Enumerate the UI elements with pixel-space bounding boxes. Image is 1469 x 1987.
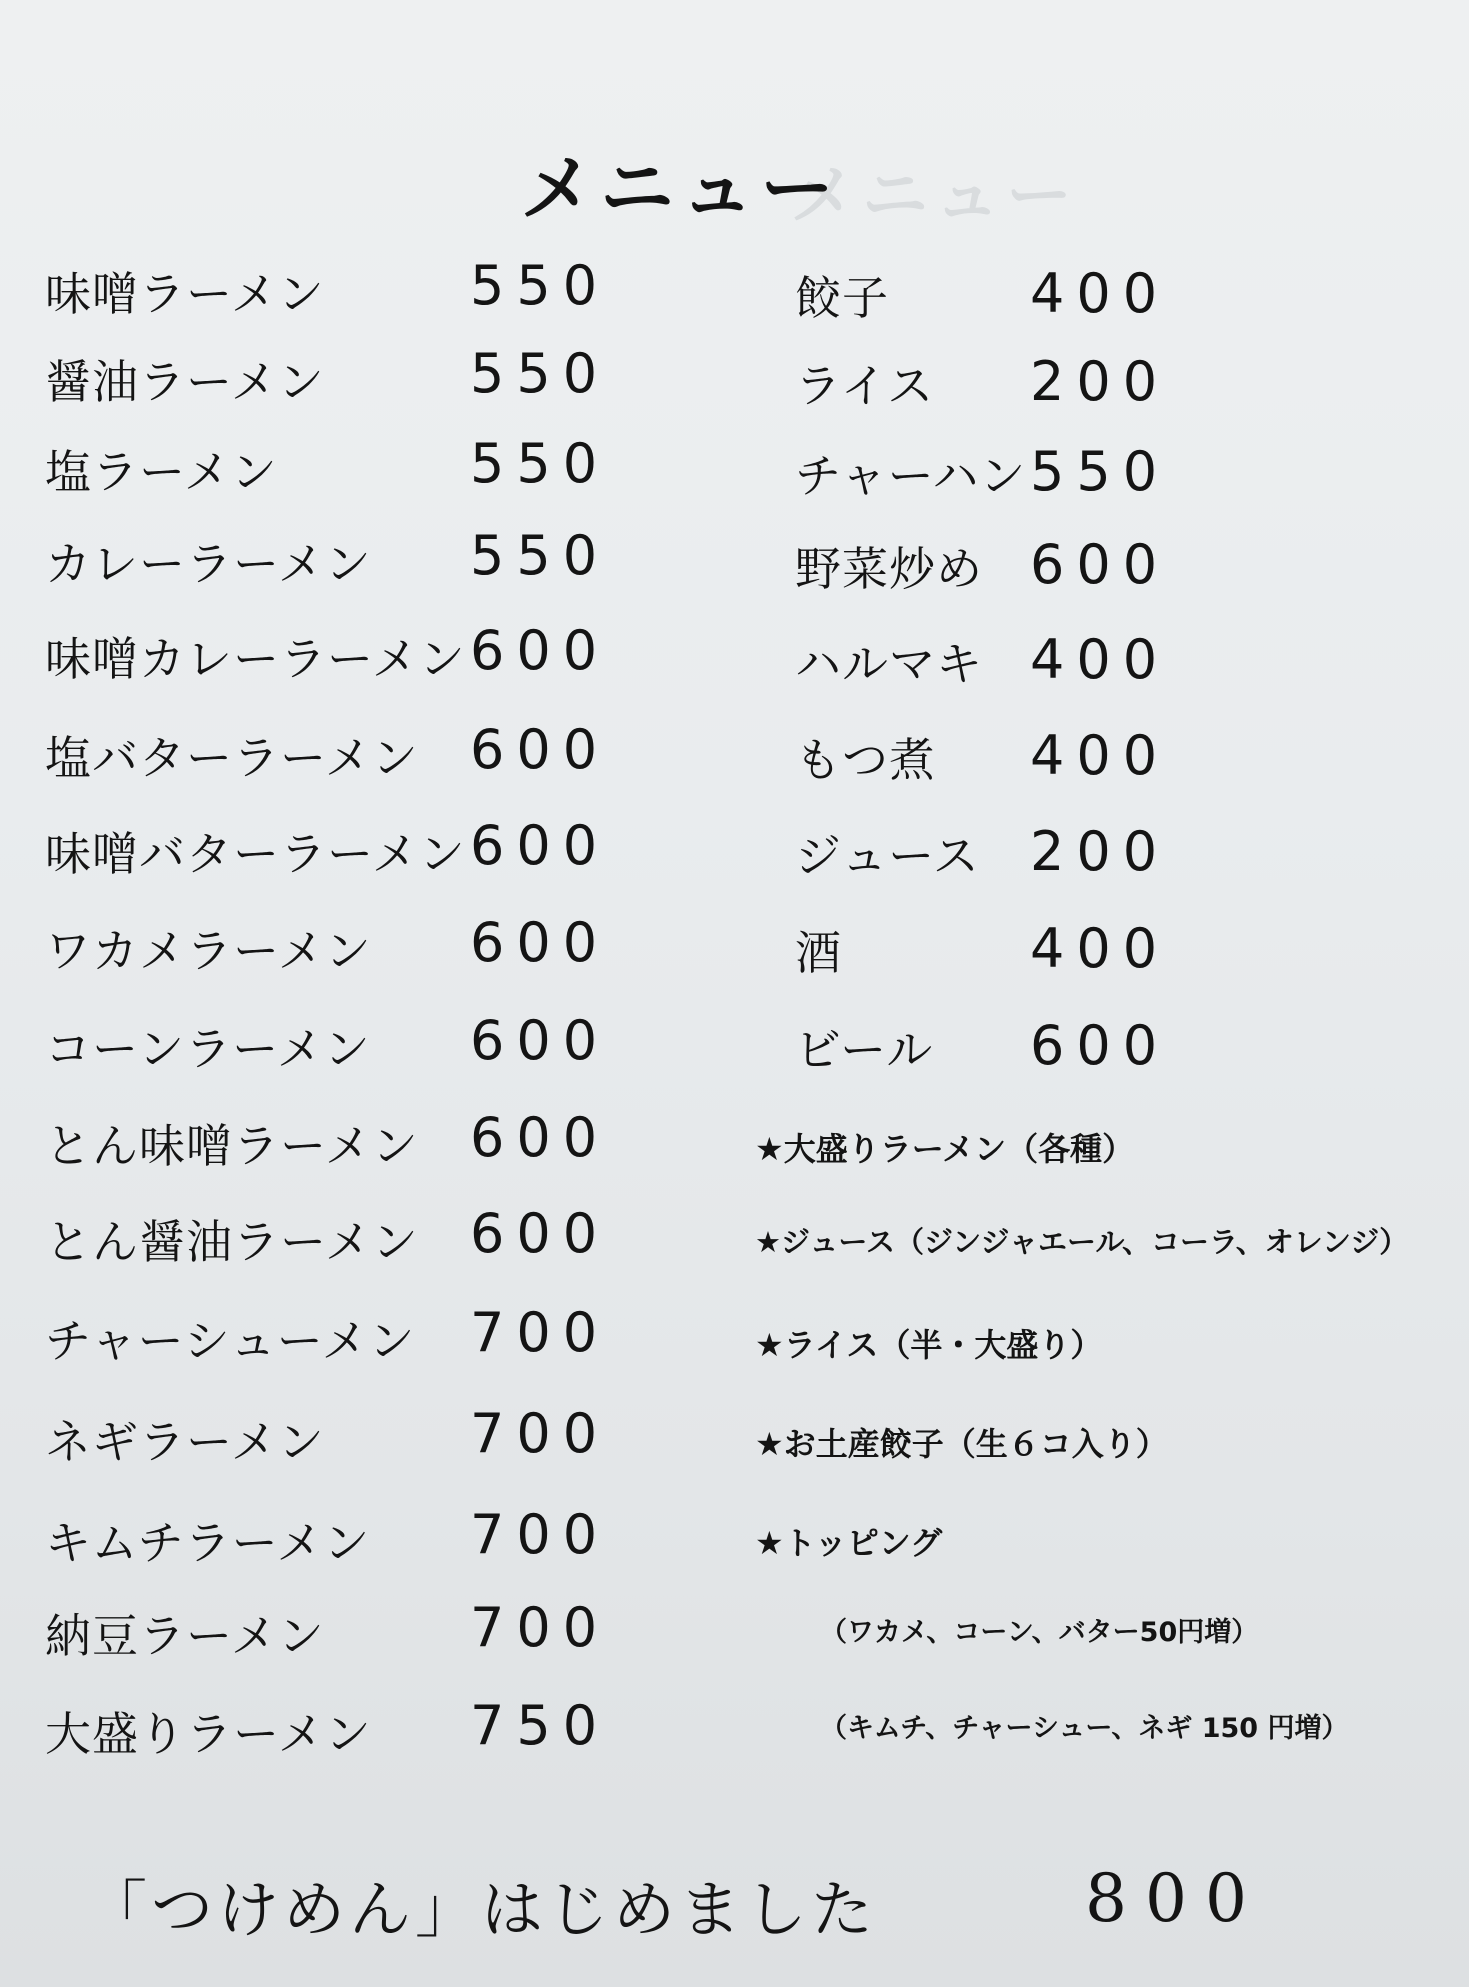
side-item-name: ビール: [795, 1023, 934, 1077]
ramen-item-name: 納豆ラーメン: [45, 1609, 325, 1663]
ramen-item-price: 700: [470, 1503, 610, 1566]
menu-title: メニュー: [520, 146, 840, 232]
ramen-item-name: ネギラーメン: [45, 1415, 325, 1469]
ramen-item-price: 600: [470, 619, 610, 682]
side-item-name: チャーハン: [795, 449, 1027, 503]
side-item-name: 野菜炒め: [795, 542, 983, 596]
ramen-item-price: 600: [470, 1009, 610, 1072]
side-item-price: 600: [1030, 533, 1170, 596]
ramen-item-name: とん味噌ラーメン: [45, 1119, 419, 1173]
note-item: ★お土産餃子（生６コ入り）: [755, 1425, 1168, 1463]
ramen-item-price: 750: [470, 1694, 610, 1757]
side-item-name: ジュース: [795, 829, 980, 883]
ramen-item-price: 600: [470, 814, 610, 877]
ramen-item-price: 700: [470, 1596, 610, 1659]
side-item-price: 200: [1030, 820, 1170, 883]
side-item-price: 600: [1030, 1014, 1170, 1077]
side-item-name: 酒: [795, 926, 842, 980]
ramen-item-name: 大盛りラーメン: [45, 1707, 372, 1761]
ramen-item-price: 700: [470, 1402, 610, 1465]
ramen-item-name: 味噌ラーメン: [45, 267, 325, 321]
note-item: ★ライス（半・大盛り）: [755, 1326, 1103, 1364]
side-item-price: 400: [1030, 628, 1170, 691]
ramen-item-name: 塩ラーメン: [45, 445, 278, 499]
side-item-price: 550: [1030, 440, 1170, 503]
side-item-name: ハルマキ: [795, 637, 983, 691]
topping-note: （キムチ、チャーシュー、ネギ 150 円増）: [820, 1713, 1349, 1744]
ramen-item-price: 600: [470, 1106, 610, 1169]
ramen-item-price: 600: [470, 718, 610, 781]
ramen-item-name: とん醤油ラーメン: [45, 1215, 419, 1269]
ramen-item-price: 600: [470, 1202, 610, 1265]
ramen-item-name: 味噌バターラーメン: [45, 827, 466, 881]
show-through-title: メニュー: [790, 157, 1078, 234]
tsukemen-announcement: 「つけめん」はじめました: [85, 1873, 878, 1946]
ramen-item-name: 醤油ラーメン: [45, 355, 325, 409]
ramen-item-name: コーンラーメン: [45, 1022, 371, 1076]
ramen-item-price: 550: [470, 432, 610, 495]
tsukemen-price: 800: [1085, 1860, 1265, 1937]
ramen-item-name: チャーシューメン: [45, 1314, 416, 1368]
ramen-item-price: 550: [470, 254, 610, 317]
side-item-name: もつ煮: [795, 733, 936, 787]
side-item-name: ライス: [795, 359, 935, 413]
topping-note: （ワカメ、コーン、バター50円増）: [820, 1617, 1259, 1648]
ramen-item-name: キムチラーメン: [45, 1516, 371, 1570]
side-item-price: 400: [1030, 724, 1170, 787]
ramen-item-price: 550: [470, 342, 610, 405]
ramen-item-name: 味噌カレーラーメン: [45, 632, 466, 686]
side-item-price: 200: [1030, 350, 1170, 413]
note-item: ★トッピング: [755, 1524, 943, 1562]
note-item: ★大盛りラーメン（各種）: [755, 1130, 1135, 1168]
ramen-item-price: 700: [470, 1301, 610, 1364]
side-item-price: 400: [1030, 262, 1170, 325]
ramen-item-name: 塩バターラーメン: [45, 731, 419, 785]
ramen-item-name: ワカメラーメン: [45, 924, 372, 978]
ramen-item-price: 600: [470, 911, 610, 974]
ramen-item-name: カレーラーメン: [45, 537, 372, 591]
note-item: ★ジュース（ジンジャエール、コーラ、オレンジ）: [755, 1225, 1409, 1259]
ramen-item-price: 550: [470, 524, 610, 587]
side-item-price: 400: [1030, 917, 1170, 980]
side-item-name: 餃子: [795, 271, 889, 325]
